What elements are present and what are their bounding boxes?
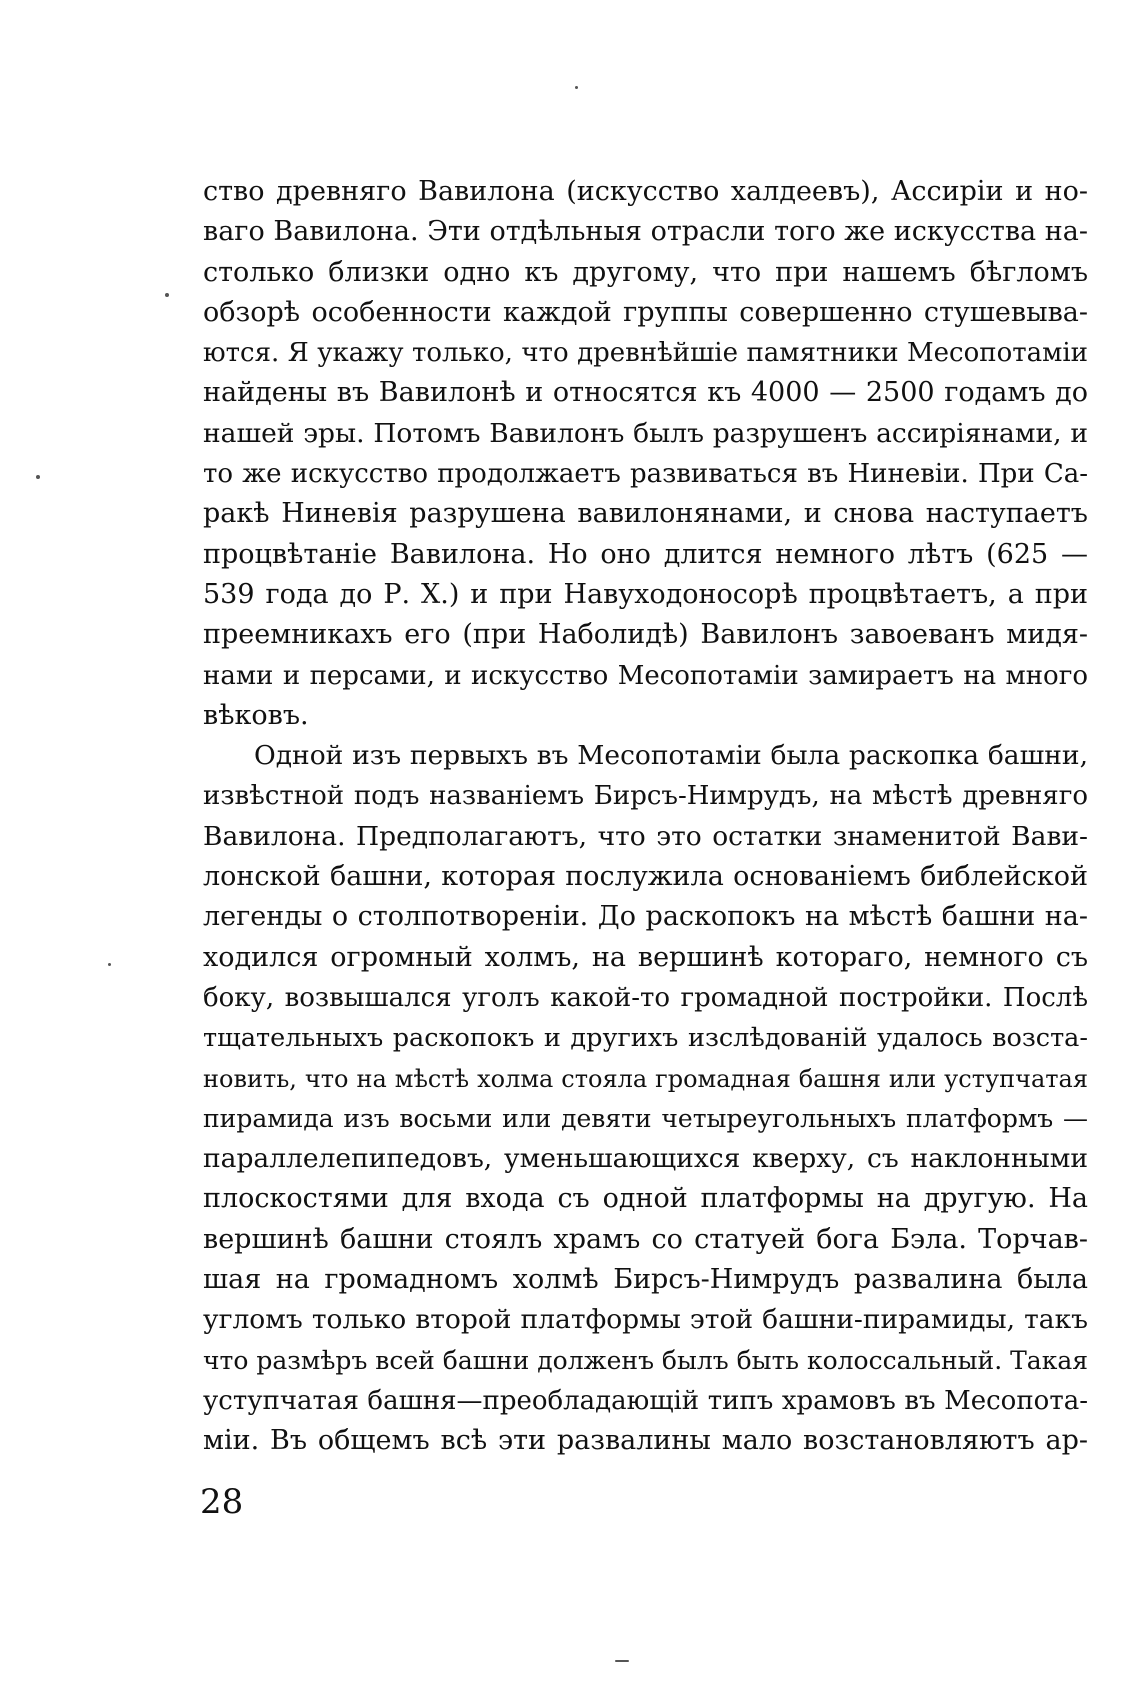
text-line: столько близки одно къ другому, что при нашемъ бѣгломъ [203, 256, 1088, 288]
text-line: уступчатая башня—преобладающій типъ храмовъ въ Месопота- [203, 1385, 1088, 1416]
text-line: найдены въ Вавилонѣ и относятся къ 4000 — 2500 годамъ до [203, 377, 1088, 409]
text-line: нами и персами, и искусство Месопотаміи замираетъ на много [203, 660, 1088, 691]
text-line: Вавилона. Предполагаютъ, что это остатки знаменитой Вави- [203, 820, 1088, 852]
text-line: обзорѣ особенности каждой группы совершенно стушевыва- [203, 296, 1088, 328]
text-line: что размѣръ всей башни долженъ былъ быть колоссальный. Такая [203, 1345, 1088, 1375]
text-line: пирамида изъ восьми или девяти четыреугольныхъ платформъ — [203, 1103, 1088, 1133]
page-number: 28 [200, 1482, 244, 1522]
print-speck [615, 1660, 629, 1662]
text-line: новить, что на мѣстѣ холма стояла громадная башня или уступчатая [203, 1064, 1088, 1093]
print-speck [36, 475, 40, 479]
text-line: ракѣ Ниневія разрушена вавилонянами, и снова наступаетъ [203, 498, 1088, 530]
paragraph-1 [203, 172, 1088, 736]
text-line: міи. Въ общемъ всѣ эти развалины мало возстановляютъ ар- [203, 1425, 1088, 1457]
text-line: извѣстной подъ названіемъ Бирсъ-Нимрудъ, на мѣстѣ древняго [203, 781, 1088, 812]
text-line: вѣковъ. [203, 699, 309, 731]
paragraph-2 [203, 736, 1088, 1461]
text-line: лонской башни, которая послужила основаніемъ библейской [203, 861, 1088, 893]
body-text [203, 172, 1088, 1462]
text-line: угломъ только второй платформы этой башни-пирамиды, такъ [203, 1304, 1088, 1336]
text-line: ство древняго Вавилона (искусство халдеевъ), Ассиріи и но- [203, 176, 1088, 207]
text-line: Одной изъ первыхъ въ Месопотаміи была раскопка башни, [254, 740, 1088, 772]
text-line: вершинѣ башни стоялъ храмъ со статуей бога Бэла. Торчав- [203, 1223, 1088, 1255]
text-line: процвѣтаніе Вавилона. Но оно длится немного лѣтъ (625 — [203, 538, 1088, 570]
text-line: легенды о столпотвореніи. До раскопокъ на мѣстѣ башни на- [203, 901, 1088, 933]
text-line: плоскостями для входа съ одной платформы на другую. На [203, 1183, 1088, 1215]
text-line: то же искусство продолжаетъ развиваться въ Ниневіи. При Са- [203, 459, 1088, 490]
text-line: параллелепипедовъ, уменьшающихся кверху, съ наклонными [203, 1143, 1088, 1175]
text-line: 539 года до Р. Х.) и при Навуходоносорѣ процвѣтаетъ, а при [203, 578, 1088, 610]
print-speck [575, 86, 578, 89]
text-line: ходился огромный холмъ, на вершинѣ котораго, немного съ [203, 941, 1088, 973]
print-speck [165, 293, 169, 297]
print-speck [108, 963, 111, 966]
text-line: ваго Вавилона. Эти отдѣльныя отрасли того же искусства на- [203, 216, 1088, 248]
text-line: ются. Я укажу только, что древнѣйшіе памятники Месопотаміи [203, 338, 1088, 369]
text-line: нашей эры. Потомъ Вавилонъ былъ разрушенъ ассиріянами, и [203, 417, 1088, 449]
text-line: шая на громадномъ холмѣ Бирсъ-Нимрудъ развалина была [203, 1264, 1088, 1296]
text-line: преемникахъ его (при Наболидѣ) Вавилонъ завоеванъ мидя- [203, 619, 1088, 651]
text-line: боку, возвышался уголъ какой-то громадной постройки. Послѣ [203, 982, 1088, 1013]
text-line: тщательныхъ раскопокъ и другихъ изслѣдованій удалось возста- [203, 1023, 1088, 1054]
